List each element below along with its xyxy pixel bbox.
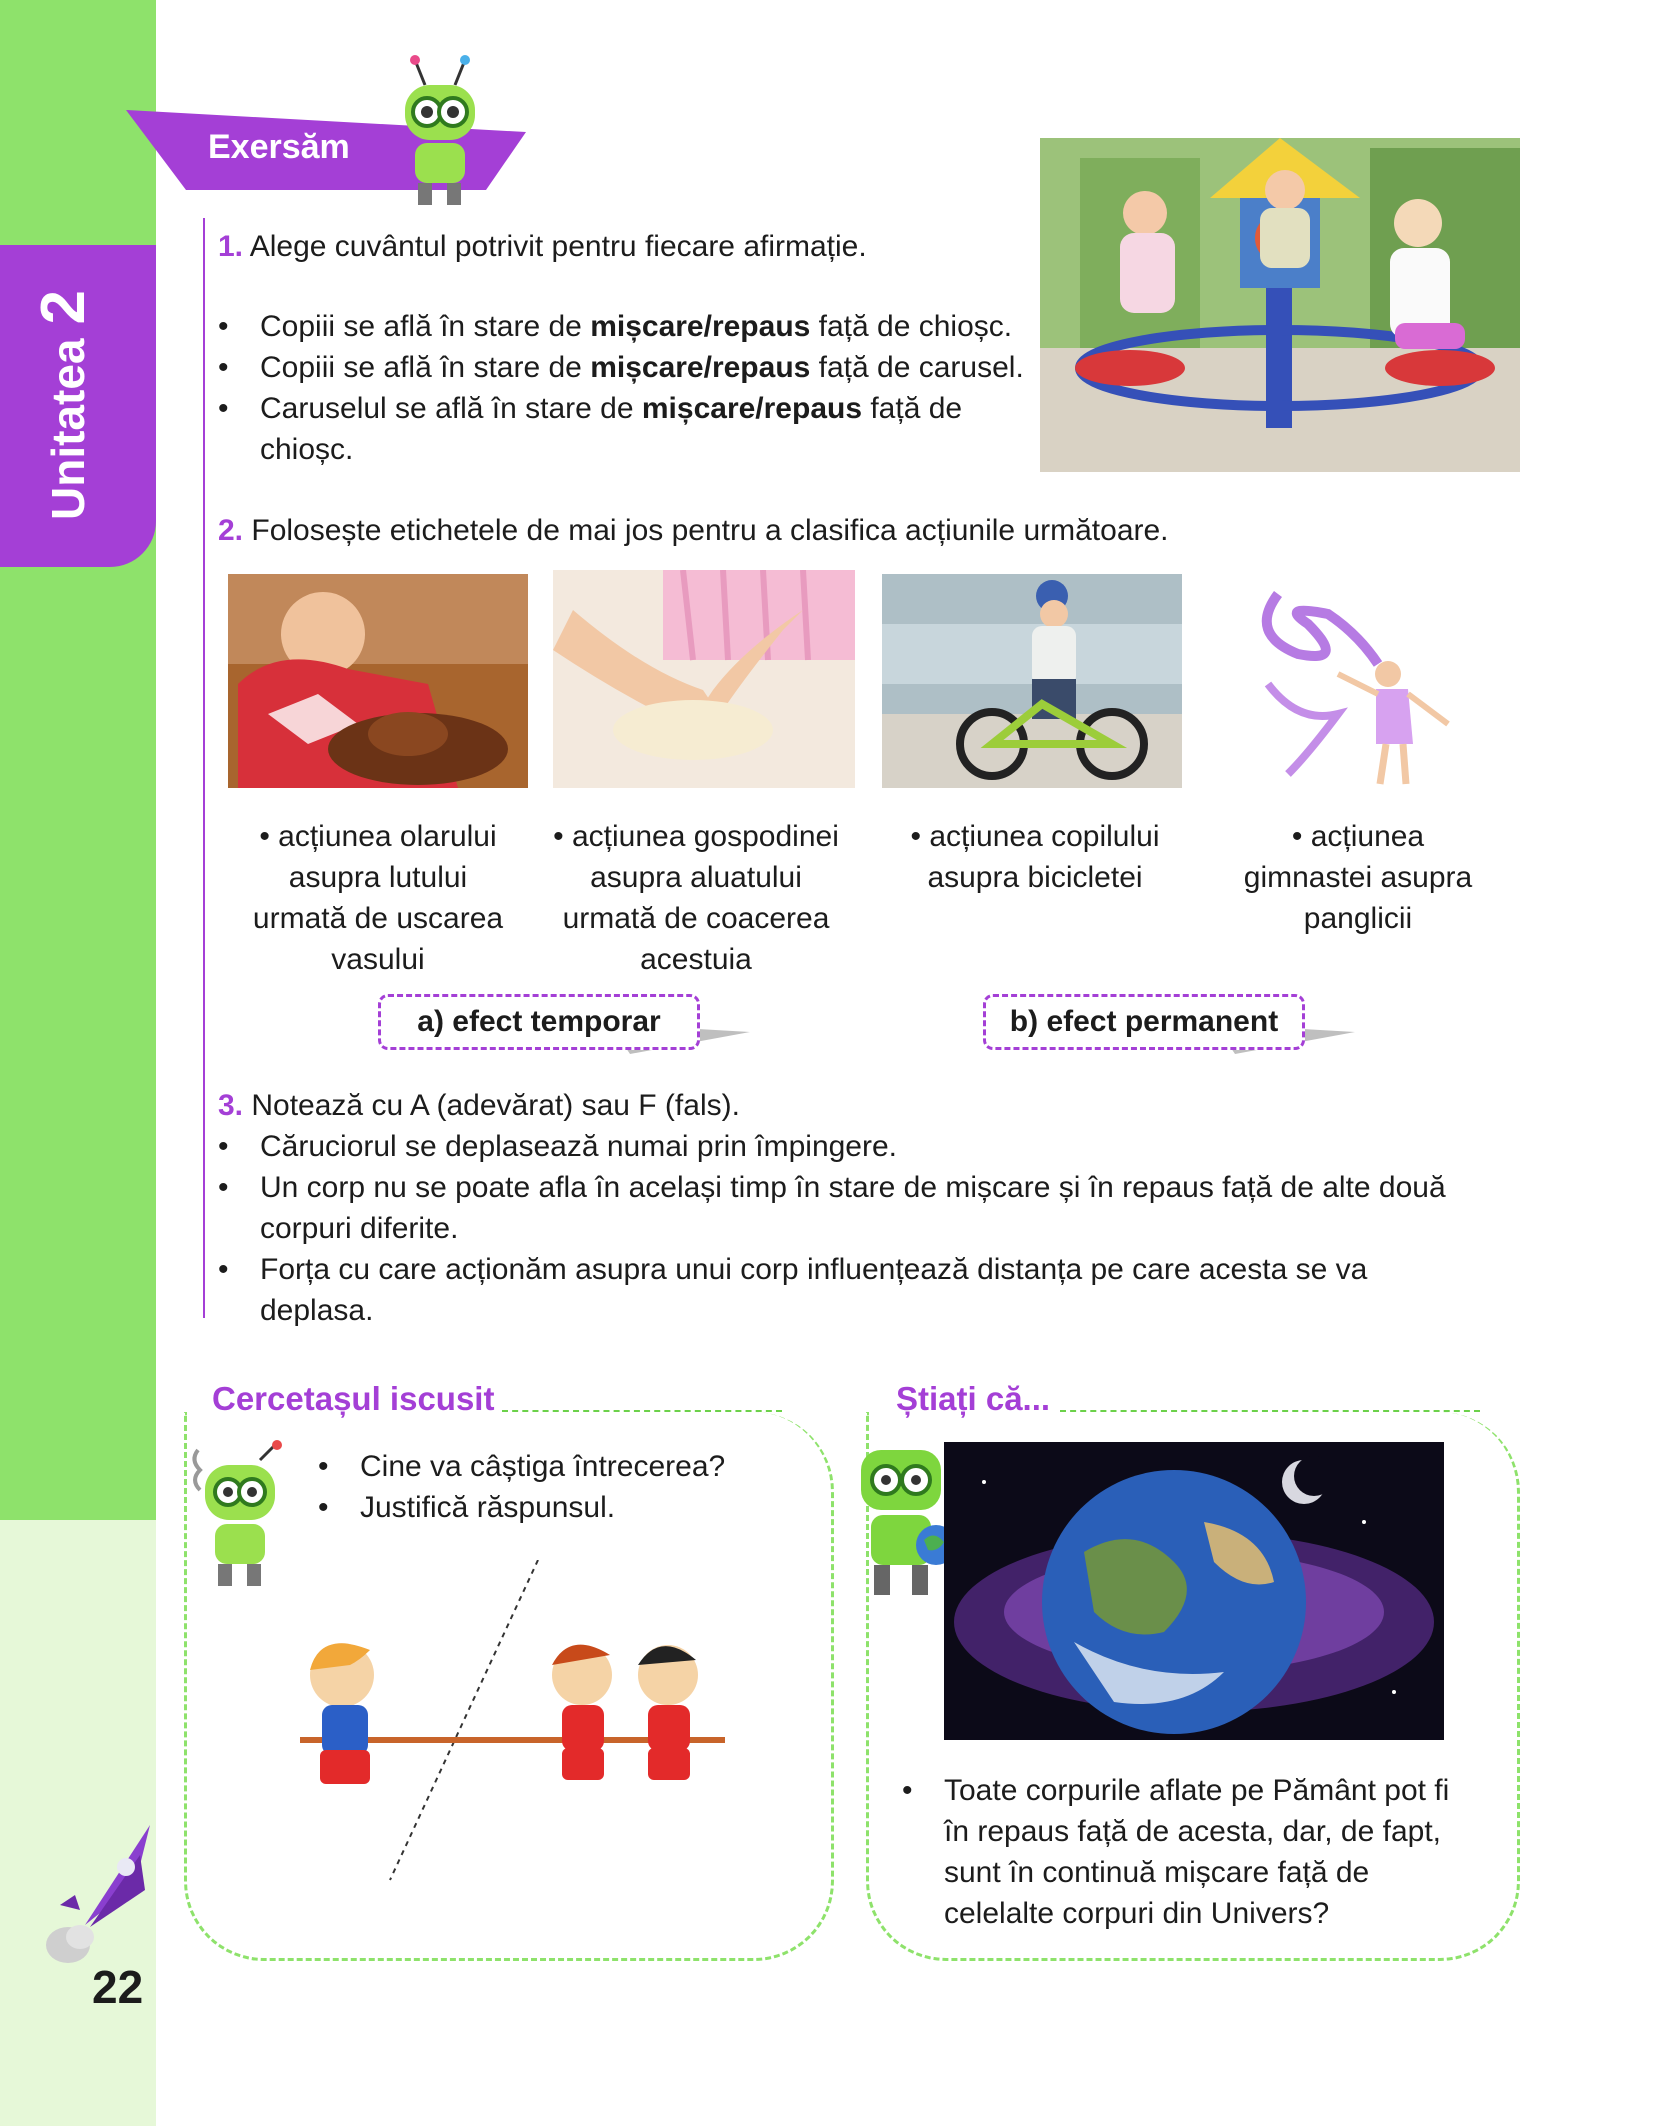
robot-mascot-icon	[385, 55, 495, 215]
caption-gymnast: • acțiunea gimnastei asupra panglicii	[1243, 820, 1473, 935]
label-efect-temporar: a) efect temporar	[378, 994, 700, 1050]
q3-prompt: 3. Notează cu A (adevărat) sau F (fals).	[218, 1089, 740, 1122]
cercetasul-title: Cercetașul iscusit	[212, 1380, 495, 1417]
caption-dough: • acțiunea gospodinei asupra aluatului urmată de coacerea acestuia	[553, 820, 839, 976]
caption-bicycle: • acțiunea copilului asupra bicicletei	[910, 820, 1160, 894]
list-item: • Un corp nu se poate afla în același timp în stare de mișcare și în repaus față de alte două corpuri diferite.	[218, 1171, 1446, 1245]
carousel-photo	[1040, 138, 1520, 472]
list-item: • Copiii se află în stare de mișcare/repaus față de carusel.	[218, 351, 1024, 384]
left-divider	[203, 218, 205, 1318]
robot-scout-icon	[180, 1440, 300, 1590]
q1-prompt: 1. Alege cuvântul potrivit pentru fiecare afirmație.	[218, 230, 867, 263]
unit-label: Unitatea2	[29, 290, 98, 520]
q3-list	[218, 1126, 1518, 1336]
list-item: • Căruciorul se deplasează numai prin împingere.	[218, 1130, 898, 1163]
gymnast-photo	[1208, 574, 1508, 788]
stiati-title: Știați că...	[896, 1380, 1051, 1417]
bicycle-photo	[882, 574, 1182, 788]
dough-photo	[553, 570, 855, 788]
cercetasul-list	[318, 1446, 778, 1536]
rocket-icon	[40, 1815, 170, 1975]
list-item: • Cine va câștiga întrecerea?	[318, 1450, 726, 1483]
q2-prompt: 2. Folosește etichetele de mai jos pentru a clasifica acțiunile următoare.	[218, 514, 1169, 547]
caption-potter: • acțiunea olarului asupra lutului urmată de uscarea vasului	[252, 820, 504, 976]
list-item: • Forța cu care acționăm asupra unui corp influențează distanța pe care acesta se va deplasa.	[218, 1253, 1368, 1327]
earth-photo	[944, 1442, 1444, 1740]
stiati-text: • Toate corpurile aflate pe Pământ pot fi în repaus față de acesta, dar, de fapt, sunt în continuă mișcare față de celelalte corpuri din Univers?	[902, 1774, 1450, 1930]
left-band	[0, 0, 156, 1520]
list-item: • Copiii se află în stare de mișcare/repaus față de chioșc.	[218, 310, 1013, 343]
potter-photo	[228, 574, 528, 788]
list-item: • Caruselul se află în stare de mișcare/repaus față de chioșc.	[218, 392, 963, 466]
tug-of-war-illustration	[290, 1560, 730, 1890]
page-number: 22	[92, 1961, 144, 2013]
list-item: • Justifică răspunsul.	[318, 1491, 616, 1524]
label-efect-permanent: b) efect permanent	[983, 994, 1305, 1050]
banner-title: Exersăm	[208, 128, 350, 166]
q1-list	[218, 306, 1038, 466]
